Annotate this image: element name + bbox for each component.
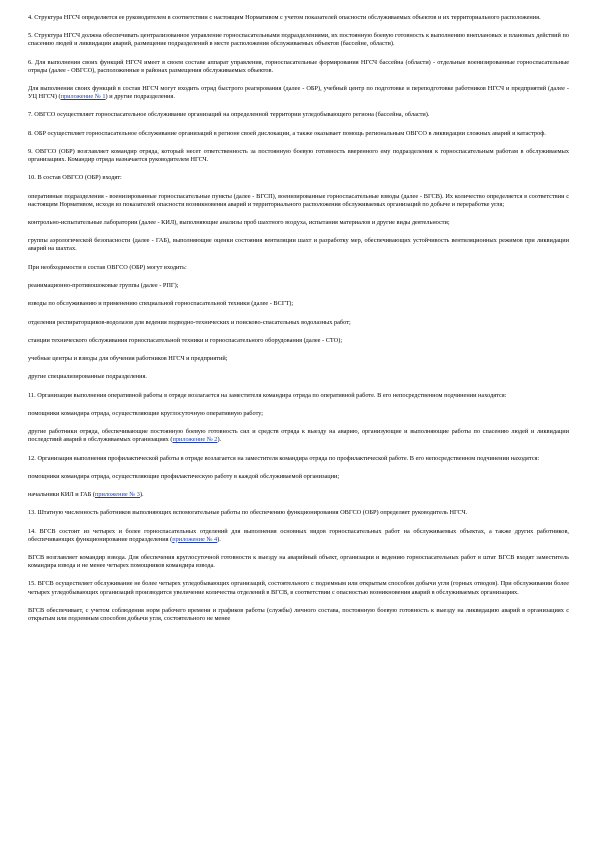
paragraph-text: 10. В состав ОВГСО (ОБР) входят: [28, 174, 122, 182]
paragraph-text: При необходимости в состав ОВГСО (ОБР) могут входить: [28, 263, 187, 271]
appendix-link[interactable]: приложение № 1 [60, 93, 106, 101]
paragraph [28, 373, 569, 381]
paragraph [28, 111, 569, 119]
paragraph [28, 148, 569, 164]
appendix-link[interactable]: приложение № 3 [95, 491, 140, 499]
paragraph-text: 14. ВГСВ состоит из четырех и более горноспасательных отделений для выполнения основных видов горноспасательных работ на обслуживаемых объектах, а также других работников, обеспечивающих функционирование подразделения ( [28, 527, 569, 543]
paragraph-text: 7. ОВГСО осуществляет горноспасательное обслуживание организаций на определенной территории угледобывающего региона (бассейна, области). [28, 111, 430, 119]
paragraph-text: отделения респираторщиков-водолазов для ведения подводно-технических и поисково-спасательных водолазных работ; [28, 318, 351, 326]
paragraph-text: другие работники отряда, обеспечивающие постоянную боевую готовность сил и средств отряда к выезду на аварию, организующие и выполняющие работы по спасению людей и ликвидации последствий аварий в обслуживаемых организациях ( [28, 428, 569, 444]
appendix-link[interactable]: приложение № 2 [172, 436, 218, 444]
paragraph-text: Для выполнения своих функций в состав НГСЧ могут входить отряд быстрого реагирования (далее - ОБР), учебный центр по подготовке и переподготовке работников НГСЧ и предприятий (далее - УЦ НГСЧ) ( [28, 85, 569, 101]
paragraph-text: 6. Для выполнения своих функций НГСЧ имеет в своем составе аппарат управления, горноспасательные формирования НГСЧ бассейна (области) - отдельные военизированные горноспасательные отряды (далее - ОВГСО), расположенные в районах размещения обслуживаемых объектов. [28, 58, 569, 74]
paragraph [28, 473, 569, 481]
paragraph [28, 85, 569, 101]
document-page [28, 14, 569, 633]
paragraph [28, 337, 569, 345]
paragraph [28, 237, 569, 253]
paragraph-text: реанимационно-противошоковые группы (далее - РПГ); [28, 281, 179, 289]
paragraph [28, 130, 569, 138]
paragraph-text: 8. ОБР осуществляет горноспасательное обслуживание организаций в регионе своей дислокации, а также оказывает помощь региональным ОВГСО в ликвидации сложных аварий и катастроф. [28, 129, 546, 137]
paragraph-text: 5. Структура НГСЧ должна обеспечивать централизованное управление горноспасательными подразделениями, их постоянную боевую готовность к выполнению внеплановых и плановых действий по спасению людей и ликвидации аварий, размещение подразделений в месте расположения обслуживаемых объектов (бассейне, области). [28, 32, 569, 48]
paragraph [28, 607, 569, 623]
paragraph-text: 12. Организация выполнения профилактической работы в отряде возлагается на заместителя командира отряда по профилактической работе. В его непосредственном подчинении находятся: [28, 454, 540, 462]
paragraph [28, 59, 569, 75]
paragraph [28, 509, 569, 517]
paragraph [28, 580, 569, 596]
paragraph [28, 264, 569, 272]
paragraph-text: ). [139, 491, 144, 499]
paragraph-text: ВГСВ возглавляет командир взвода. Для обеспечения круглосуточной готовности к выезду на аварийный объект, организации и ведению горноспасательных работ в штат ВГСВ входят заместитель командира взвода и не менее четырех помощников командира взвода. [28, 554, 569, 570]
paragraph [28, 491, 569, 499]
paragraph-text: взводы по обслуживанию и применению специальной горноспасательной техники (далее - ВСГТ); [28, 300, 294, 308]
paragraph-text: ). [217, 436, 222, 444]
paragraph-text: 11. Организация выполнения оперативной работы в отряде возлагается на заместителя командира отряда по оперативной работе. В его непосредственном подчинении находятся: [28, 391, 507, 399]
paragraph-text: ). [217, 535, 221, 543]
paragraph [28, 282, 569, 290]
paragraph-text: группы аэрологической безопасности (далее - ГАБ), выполняющие оценки состояния вентиляции шахт и разработку мер, обеспечивающих устойчивость вентиляционных режимов при ликвидации аварий на шахтах. [28, 237, 569, 253]
paragraph-text: ) и другие подразделения. [105, 93, 175, 101]
paragraph [28, 219, 569, 227]
paragraph [28, 428, 569, 444]
paragraph [28, 32, 569, 48]
paragraph-text: 15. ВГСВ осуществляет обслуживание не более четырех угледобывающих организаций, состоятельного с подземным или открытым способом добычи угля (горных отводов). При обслуживании более четырех угледобывающих организаций производится увеличение количества отделений в ВГСВ, в соответствии с опасностью возникновения аварий в обслуживаемых организациях. [28, 580, 569, 596]
paragraph-text: помощники командира отряда, осуществляющие круглосуточную оперативную работу; [28, 409, 264, 417]
paragraph [28, 193, 569, 209]
paragraph [28, 319, 569, 327]
paragraph [28, 14, 569, 22]
paragraph [28, 300, 569, 308]
paragraph-text: контрольно-испытательные лаборатории (далее - КИЛ), выполняющие анализы проб шахтного воздуха, испытания материалов и другие виды деятельности; [28, 219, 450, 226]
appendix-link[interactable]: приложение № 4 [172, 535, 218, 543]
paragraph [28, 410, 569, 418]
paragraph-text: 13. Штатную численность работников выполняющих вспомогательные работы по обеспечению функционирования ОВГСО (ОБР) определяет руководитель НГСЧ. [28, 509, 468, 517]
paragraph-text: 9. ОВГСО (ОБР) возглавляет командир отряда, который несет ответственность за постоянную боевую готовность вверенного ему подразделения к горноспасательным работам в обслуживаемых организациях. Командир отряда назначается руководителем НГСЧ. [28, 147, 569, 164]
paragraph-text: начальники КИЛ и ГАБ ( [28, 491, 96, 499]
paragraph-text: учебные центры и взводы для обучения работников НГСЧ и предприятий; [28, 355, 228, 363]
paragraph-text: станции технического обслуживания горноспасательной техники и горноспасательного оборудования (далее - СТО); [28, 336, 343, 344]
paragraph [28, 174, 569, 182]
paragraph [28, 355, 569, 363]
paragraph [28, 528, 569, 544]
paragraph-text: помощники командира отряда, осуществляющие профилактическую работу в каждой обслуживаемой организации; [28, 472, 340, 480]
paragraph-text: оперативные подразделения - военизированные горноспасательные пункты (далее - ВГСП), военизированные горноспасательные взводы (далее - ВГСВ). Их количество определяется в соответствии с настоящим Нормативом, исходя из показателей опасности возникновения аварий и территориального расположения обслуживаемых организаций по добыче и переработке угля; [28, 192, 569, 208]
paragraph-text: другие специализированные подразделения. [28, 373, 147, 381]
paragraph-text: ВГСВ обеспечивает, с учетом соблюдения норм рабочего времени и графиков работы (службы) личного состава, постоянную боевую готовность к выезду на ликвидацию аварий в организациях с открытым или подземным способом добычи угля, состоятельного не менее [28, 606, 569, 622]
paragraph [28, 392, 569, 400]
paragraph [28, 455, 569, 463]
paragraph [28, 554, 569, 570]
paragraph-text: 4. Структура НГСЧ определяется ее руководителем в соответствии с настоящим Нормативом с учетом показателей опасности обслуживаемых объектов и их территориального расположения. [28, 14, 541, 21]
